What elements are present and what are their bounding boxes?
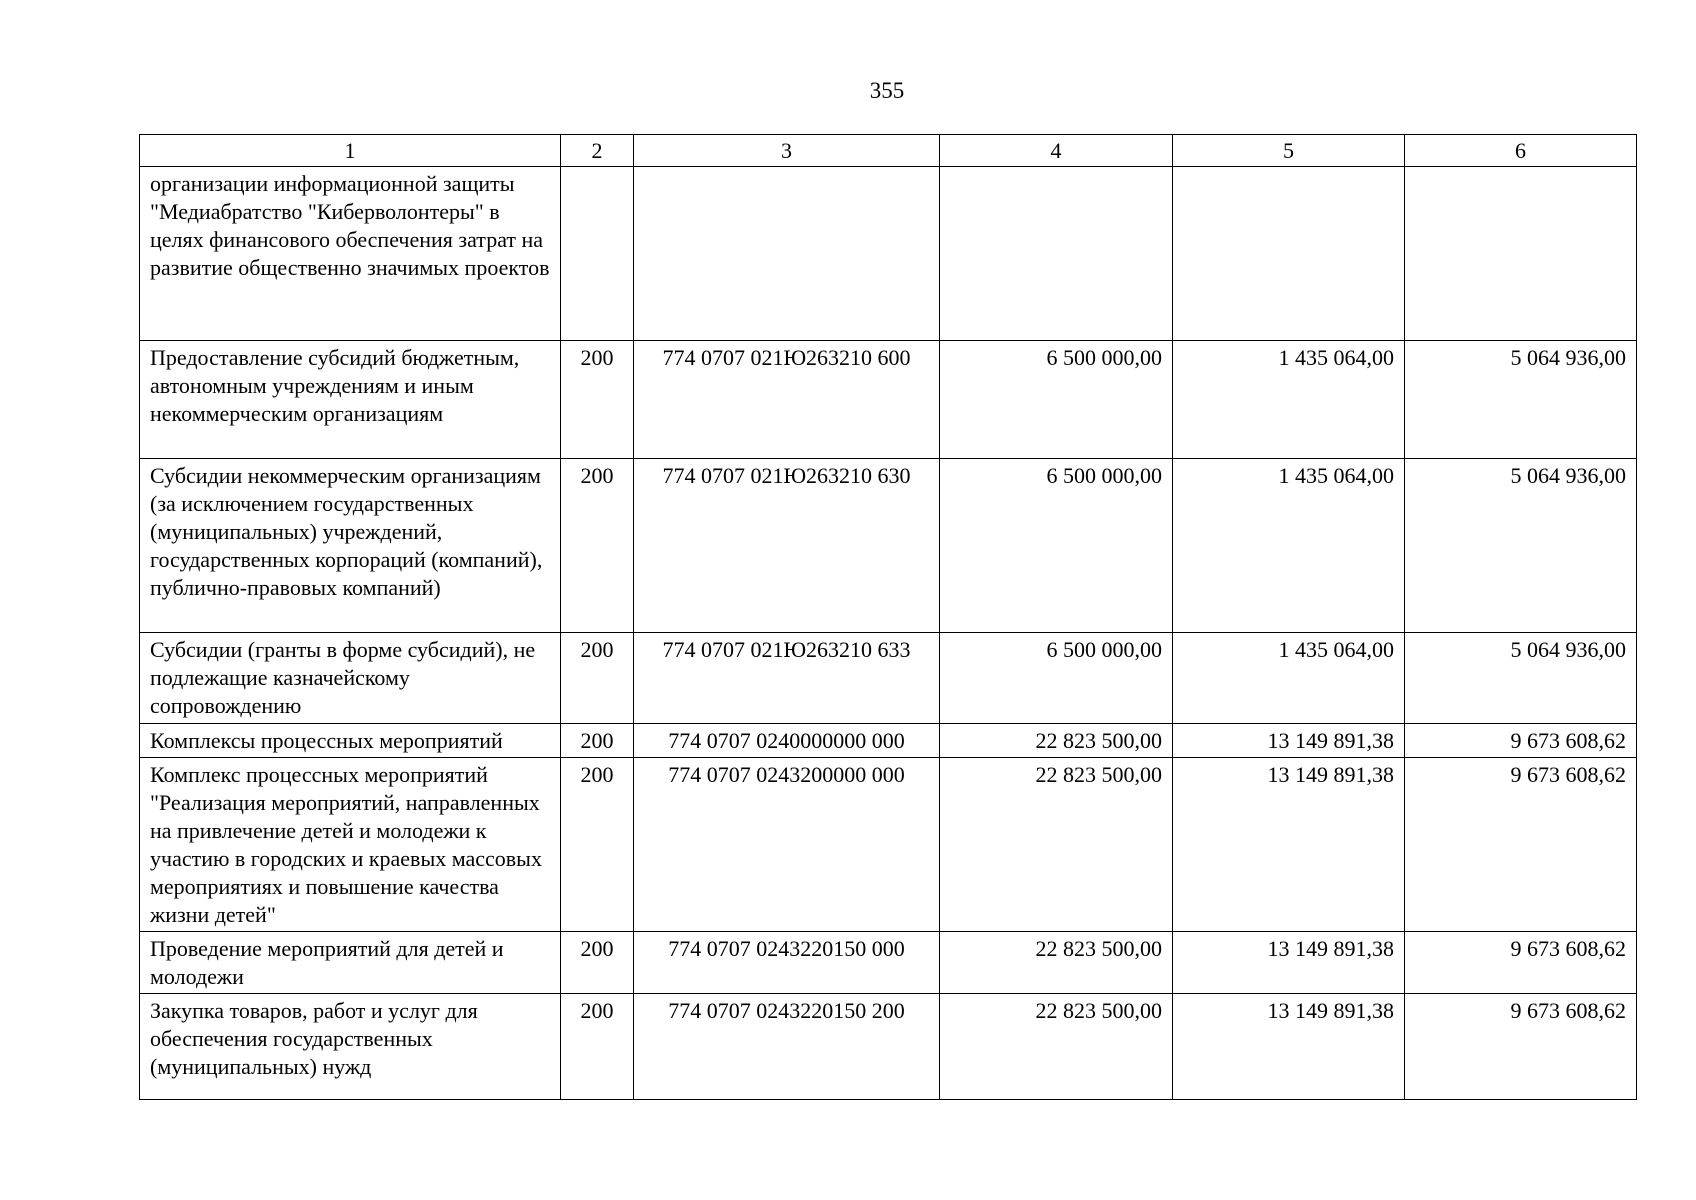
row-executed-cell: 13 149 891,38: [1173, 932, 1405, 994]
row-admin-cell: 200: [561, 633, 634, 724]
row-plan-cell: 22 823 500,00: [940, 994, 1173, 1100]
row-admin-cell: [561, 167, 634, 341]
row-plan-cell: 22 823 500,00: [940, 724, 1173, 758]
table-row: [140, 994, 1637, 1100]
row-name-cell: организации информационной защиты "Медиабратство "Киберволонтеры" в целях финансового обеспечения затрат на развитие общественно значимых проектов: [140, 167, 561, 341]
row-name-cell: Комплекс процессных мероприятий "Реализация мероприятий, направленных на привлечение детей и молодежи к участию в городских и краевых массовых мероприятиях и повышение качества жизни детей": [140, 758, 561, 932]
row-code-cell: 774 0707 0243220150 000: [634, 932, 940, 994]
row-name-cell: Предоставление субсидий бюджетным, автономным учреждениям и иным некоммерческим организациям: [140, 341, 561, 459]
row-remaining-cell: [1405, 167, 1637, 341]
row-admin-cell: 200: [561, 724, 634, 758]
row-code-cell: 774 0707 0243220150 200: [634, 994, 940, 1100]
row-plan-cell: 22 823 500,00: [940, 932, 1173, 994]
row-executed-cell: 1 435 064,00: [1173, 341, 1405, 459]
row-plan-cell: 22 823 500,00: [940, 758, 1173, 932]
table-row: [140, 932, 1637, 994]
row-code-cell: 774 0707 021Ю263210 633: [634, 633, 940, 724]
row-admin-cell: 200: [561, 994, 634, 1100]
row-plan-cell: 6 500 000,00: [940, 633, 1173, 724]
row-name-cell: Субсидии (гранты в форме субсидий), не подлежащие казначейскому сопровождению: [140, 633, 561, 724]
row-name-cell: Комплексы процессных мероприятий: [140, 724, 561, 758]
row-name-cell: Проведение мероприятий для детей и молодежи: [140, 932, 561, 994]
row-admin-cell: 200: [561, 459, 634, 633]
row-remaining-cell: 5 064 936,00: [1405, 341, 1637, 459]
row-plan-cell: 6 500 000,00: [940, 459, 1173, 633]
table-row: [140, 633, 1637, 724]
row-executed-cell: 13 149 891,38: [1173, 758, 1405, 932]
row-executed-cell: [1173, 167, 1405, 341]
row-code-cell: 774 0707 0243200000 000: [634, 758, 940, 932]
row-code-cell: 774 0707 021Ю263210 600: [634, 341, 940, 459]
row-plan-cell: [940, 167, 1173, 341]
row-name-cell: Субсидии некоммерческим организациям (за исключением государственных (муниципальных) учреждений, государственных корпораций (компаний), публично-правовых компаний): [140, 459, 561, 633]
row-executed-cell: 1 435 064,00: [1173, 633, 1405, 724]
table-row: [140, 758, 1637, 932]
row-admin-cell: 200: [561, 932, 634, 994]
row-executed-cell: 13 149 891,38: [1173, 724, 1405, 758]
row-remaining-cell: 5 064 936,00: [1405, 633, 1637, 724]
row-remaining-cell: 9 673 608,62: [1405, 932, 1637, 994]
column-header-6: 6: [1405, 135, 1637, 167]
column-header-3: 3: [634, 135, 940, 167]
table-row: [140, 167, 1637, 341]
table-row: [140, 341, 1637, 459]
row-code-cell: 774 0707 0240000000 000: [634, 724, 940, 758]
row-remaining-cell: 5 064 936,00: [1405, 459, 1637, 633]
row-remaining-cell: 9 673 608,62: [1405, 994, 1637, 1100]
row-code-cell: 774 0707 021Ю263210 630: [634, 459, 940, 633]
column-header-5: 5: [1173, 135, 1405, 167]
page-number: 355: [869, 78, 905, 103]
table-header-row: [140, 135, 1637, 167]
row-remaining-cell: 9 673 608,62: [1405, 724, 1637, 758]
row-admin-cell: 200: [561, 758, 634, 932]
table-row: [140, 724, 1637, 758]
column-header-1: 1: [140, 135, 561, 167]
row-remaining-cell: 9 673 608,62: [1405, 758, 1637, 932]
table-row: [140, 459, 1637, 633]
budget-table: [139, 134, 1637, 1100]
row-name-cell: Закупка товаров, работ и услуг для обеспечения государственных (муниципальных) нужд: [140, 994, 561, 1100]
column-header-4: 4: [940, 135, 1173, 167]
row-executed-cell: 1 435 064,00: [1173, 459, 1405, 633]
row-admin-cell: 200: [561, 341, 634, 459]
row-code-cell: [634, 167, 940, 341]
column-header-2: 2: [561, 135, 634, 167]
row-executed-cell: 13 149 891,38: [1173, 994, 1405, 1100]
row-plan-cell: 6 500 000,00: [940, 341, 1173, 459]
